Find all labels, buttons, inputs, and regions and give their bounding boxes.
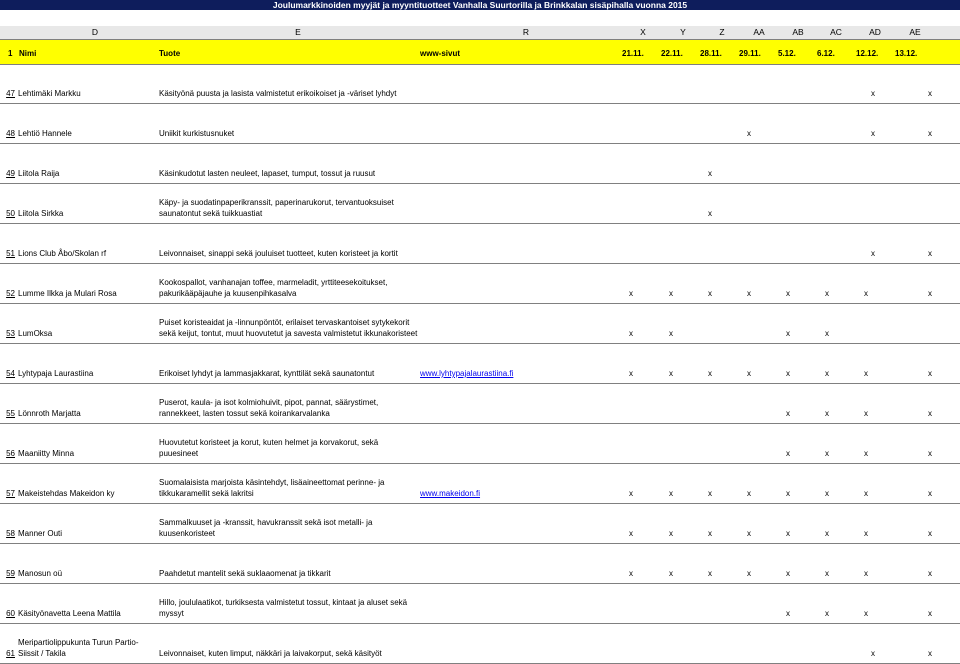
attendance-mark[interactable]: x — [928, 409, 932, 418]
attendance-mark[interactable]: x — [786, 409, 790, 418]
window-title-bar — [0, 0, 960, 10]
attendance-mark[interactable]: x — [629, 369, 633, 378]
attendance-mark[interactable]: x — [708, 489, 712, 498]
product-description[interactable]: Erikoiset lyhdyt ja lammasjakkarat, kynttilät sekä saunatontut — [159, 369, 375, 378]
attendance-mark[interactable]: x — [747, 569, 751, 578]
attendance-mark[interactable]: x — [928, 609, 932, 618]
header-date[interactable]: 29.11. — [739, 49, 761, 58]
row-number[interactable]: 52 — [6, 289, 15, 298]
table-row[interactable] — [0, 304, 960, 344]
attendance-mark[interactable]: x — [825, 529, 829, 538]
vendor-name[interactable]: Lyhtypaja Laurastiina — [18, 369, 94, 378]
attendance-mark[interactable]: x — [786, 569, 790, 578]
product-description[interactable]: myssyt — [159, 609, 184, 618]
vendor-name[interactable]: Siissit / Takila — [18, 649, 66, 658]
header-date[interactable]: 6.12. — [817, 49, 835, 58]
table-row[interactable] — [0, 424, 960, 464]
product-description[interactable]: tikkukaramellit sekä lakritsi — [159, 489, 254, 498]
header-product[interactable]: Tuote — [159, 49, 181, 58]
header-date[interactable]: 12.12. — [856, 49, 879, 58]
attendance-mark[interactable]: x — [708, 289, 712, 298]
attendance-mark[interactable]: x — [786, 449, 790, 458]
attendance-mark[interactable]: x — [786, 329, 790, 338]
attendance-mark[interactable]: x — [669, 489, 673, 498]
attendance-mark[interactable]: x — [928, 369, 932, 378]
column-letter[interactable]: AE — [909, 27, 921, 37]
attendance-mark[interactable]: x — [864, 489, 868, 498]
header-date[interactable]: 5.12. — [778, 49, 796, 58]
attendance-mark[interactable]: x — [825, 569, 829, 578]
window-title: Joulumarkkinoiden myyjät ja myyntituotteet Vanhalla Suurtorilla ja Brinkkalan sisäpihalla vuonna 2015 — [272, 0, 688, 10]
product-description[interactable]: rannekkeet, lasten tossut sekä koirankarvalanka — [159, 409, 330, 418]
column-letter[interactable]: D — [91, 27, 99, 37]
table-row[interactable] — [0, 544, 960, 584]
product-description[interactable]: Leivonnaiset, kuten limput, näkkäri ja laivakorput, sekä käsityöt — [159, 649, 382, 658]
column-letter[interactable]: E — [295, 27, 301, 37]
row-number[interactable]: 60 — [6, 609, 15, 618]
attendance-mark[interactable]: x — [864, 289, 868, 298]
attendance-mark[interactable]: x — [928, 529, 932, 538]
attendance-mark[interactable]: x — [747, 369, 751, 378]
table-row[interactable] — [0, 384, 960, 424]
column-letter-header[interactable] — [0, 26, 960, 40]
table-row[interactable] — [0, 104, 960, 144]
attendance-mark[interactable]: x — [708, 169, 712, 178]
attendance-mark[interactable]: x — [708, 529, 712, 538]
header-row[interactable] — [0, 40, 960, 65]
column-letter[interactable]: AA — [753, 27, 765, 37]
vendor-name[interactable]: Käsityönavetta Leena Mattila — [18, 609, 121, 618]
attendance-mark[interactable]: x — [669, 529, 673, 538]
attendance-mark[interactable]: x — [747, 529, 751, 538]
attendance-mark[interactable]: x — [786, 489, 790, 498]
attendance-mark[interactable]: x — [629, 329, 633, 338]
attendance-mark[interactable]: x — [864, 369, 868, 378]
product-description[interactable]: Uniikit kurkistusnuket — [159, 129, 235, 138]
product-description[interactable]: Paahdetut mantelit sekä suklaaomenat ja tikkarit — [159, 569, 331, 578]
vendor-name[interactable]: Lions Club Åbo/Skolan rf — [18, 249, 107, 258]
row-number[interactable]: 55 — [6, 409, 15, 418]
attendance-mark[interactable]: x — [864, 529, 868, 538]
attendance-mark[interactable]: x — [825, 489, 829, 498]
vendor-name[interactable]: Manner Outi — [18, 529, 63, 538]
attendance-mark[interactable]: x — [928, 249, 932, 258]
product-description[interactable]: saunatontut sekä tuikkuastiat — [159, 209, 263, 218]
website-link[interactable]: www.lyhtypajalaurastiina.fi — [420, 369, 514, 378]
attendance-mark[interactable]: x — [708, 569, 712, 578]
attendance-mark[interactable]: x — [864, 409, 868, 418]
row-number[interactable]: 50 — [6, 209, 15, 218]
product-description[interactable]: Suomalaisista marjoista käsintehdyt, lisäaineettomat perinne- ja — [159, 478, 385, 487]
attendance-mark[interactable]: x — [708, 369, 712, 378]
column-letter[interactable]: R — [522, 27, 530, 37]
product-description[interactable]: Leivonnaiset, sinappi sekä jouluiset tuotteet, kuten koristeet ja kortit — [159, 249, 398, 258]
vendor-name[interactable]: Lumme Ilkka ja Mulari Rosa — [18, 289, 117, 298]
attendance-mark[interactable]: x — [669, 329, 673, 338]
product-description[interactable]: Huovutetut koristeet ja korut, kuten helmet ja korvakorut, sekä — [159, 438, 379, 447]
vendor-name[interactable]: Makeistehdas Makeidon ky — [18, 489, 115, 498]
product-description[interactable]: Käpy- ja suodatinpaperikranssit, paperinarukorut, tervantuoksuiset — [159, 198, 394, 207]
attendance-mark[interactable]: x — [928, 449, 932, 458]
row-number[interactable]: 58 — [6, 529, 15, 538]
column-letter[interactable]: AC — [830, 27, 842, 37]
product-description[interactable]: Puserot, kaula- ja isot kolmiohuivit, pipot, pannat, säärystimet, — [159, 398, 379, 407]
row-number[interactable]: 54 — [6, 369, 15, 378]
attendance-mark[interactable]: x — [928, 569, 932, 578]
attendance-mark[interactable]: x — [871, 129, 875, 138]
attendance-mark[interactable]: x — [928, 289, 932, 298]
attendance-mark[interactable]: x — [928, 649, 932, 658]
product-description[interactable]: Käsinkudotut lasten neuleet, lapaset, tumput, tossut ja ruusut — [159, 169, 376, 178]
table-row[interactable] — [0, 624, 960, 664]
attendance-mark[interactable]: x — [825, 369, 829, 378]
attendance-mark[interactable]: x — [864, 449, 868, 458]
attendance-mark[interactable]: x — [669, 369, 673, 378]
vendor-name[interactable]: Manosun oü — [18, 569, 63, 578]
attendance-mark[interactable]: x — [786, 609, 790, 618]
row-number[interactable]: 57 — [6, 489, 15, 498]
row-number[interactable]: 47 — [6, 89, 15, 98]
attendance-mark[interactable]: x — [928, 89, 932, 98]
attendance-mark[interactable]: x — [928, 129, 932, 138]
attendance-mark[interactable]: x — [669, 289, 673, 298]
table-row[interactable] — [0, 464, 960, 504]
attendance-mark[interactable]: x — [871, 249, 875, 258]
attendance-mark[interactable]: x — [864, 569, 868, 578]
product-description[interactable]: pakurikääpäjauhe ja kuusenpihkasalva — [159, 289, 297, 298]
attendance-mark[interactable]: x — [708, 209, 712, 218]
header-website[interactable]: www-sivut — [420, 49, 461, 58]
vendor-name[interactable]: Lehtimäki Markku — [18, 89, 81, 98]
attendance-mark[interactable]: x — [629, 289, 633, 298]
product-description[interactable]: kuusenkoristeet — [159, 529, 216, 538]
header-date[interactable]: 22.11. — [661, 49, 683, 58]
column-letter[interactable]: AD — [869, 27, 881, 37]
attendance-mark[interactable]: x — [825, 289, 829, 298]
table-row[interactable] — [0, 584, 960, 624]
attendance-mark[interactable]: x — [864, 609, 868, 618]
column-letter[interactable]: Y — [680, 27, 686, 37]
header-date[interactable]: 21.11. — [622, 49, 644, 58]
attendance-mark[interactable]: x — [786, 369, 790, 378]
table-row[interactable] — [0, 344, 960, 384]
column-letter[interactable]: X — [640, 27, 646, 37]
row-number[interactable]: 49 — [6, 169, 15, 178]
attendance-mark[interactable]: x — [669, 569, 673, 578]
table-row[interactable] — [0, 144, 960, 184]
row-number[interactable]: 53 — [6, 329, 15, 338]
vendor-name[interactable]: Lönnroth Marjatta — [18, 409, 81, 418]
attendance-mark[interactable]: x — [825, 609, 829, 618]
table-row[interactable] — [0, 64, 960, 104]
attendance-mark[interactable]: x — [747, 489, 751, 498]
attendance-mark[interactable]: x — [825, 409, 829, 418]
table-row[interactable] — [0, 224, 960, 264]
vendor-name[interactable]: Lehtiö Hannele — [18, 129, 72, 138]
attendance-mark[interactable]: x — [629, 569, 633, 578]
product-description[interactable]: sekä keijut, tontut, muut huovutetut ja savesta valmistetut ikkunakoristeet — [159, 329, 418, 338]
row-number[interactable]: 61 — [6, 649, 15, 658]
attendance-mark[interactable]: x — [747, 129, 751, 138]
header-name[interactable]: Nimi — [19, 49, 37, 58]
table-row[interactable] — [0, 264, 960, 304]
row-number[interactable]: 51 — [6, 249, 15, 258]
attendance-mark[interactable]: x — [629, 529, 633, 538]
attendance-mark[interactable]: x — [786, 289, 790, 298]
product-description[interactable]: Hillo, joululaatikot, turkiksesta valmistetut tossut, kintaat ja aluset sekä — [159, 598, 408, 607]
attendance-mark[interactable]: x — [747, 289, 751, 298]
product-description[interactable]: Käsityönä puusta ja lasista valmistetut erikoikoiset ja -väriset lyhdyt — [159, 89, 397, 98]
attendance-mark[interactable]: x — [871, 649, 875, 658]
row-number[interactable]: 59 — [6, 569, 15, 578]
attendance-mark[interactable]: x — [871, 89, 875, 98]
column-letter[interactable]: Z — [719, 27, 725, 37]
row-number[interactable]: 56 — [6, 449, 15, 458]
vendor-name[interactable]: Liitola Sirkka — [18, 209, 64, 218]
table-row[interactable] — [0, 504, 960, 544]
vendor-name[interactable]: LumOksa — [18, 329, 53, 338]
table-row[interactable] — [0, 184, 960, 224]
vendor-name[interactable]: Meripartiolippukunta Turun Partio- — [18, 638, 139, 647]
attendance-mark[interactable]: x — [928, 489, 932, 498]
attendance-mark[interactable]: x — [825, 329, 829, 338]
website-link[interactable]: www.makeidon.fi — [420, 489, 481, 498]
attendance-mark[interactable]: x — [825, 449, 829, 458]
product-description[interactable]: puuesineet — [159, 449, 199, 458]
header-date[interactable]: 28.11. — [700, 49, 722, 58]
product-description[interactable]: Puiset koristeaidat ja -linnunpöntöt, erilaiset tervaskantoiset sytykekorit — [159, 318, 410, 327]
header-date[interactable]: 13.12. — [895, 49, 918, 58]
product-description[interactable]: Sammalkuuset ja -kranssit, havukranssit sekä isot metalli- ja — [159, 518, 373, 527]
vendor-name[interactable]: Liitola Raija — [18, 169, 60, 178]
row-number[interactable]: 1 — [8, 49, 13, 58]
attendance-mark[interactable]: x — [629, 489, 633, 498]
vendor-name[interactable]: Maaniitty Minna — [18, 449, 75, 458]
row-number[interactable]: 48 — [6, 129, 15, 138]
product-description[interactable]: Kookospallot, vanhanajan toffee, marmeladit, yrttiteesekoitukset, — [159, 278, 388, 287]
column-letter[interactable]: AB — [792, 27, 804, 37]
attendance-mark[interactable]: x — [786, 529, 790, 538]
